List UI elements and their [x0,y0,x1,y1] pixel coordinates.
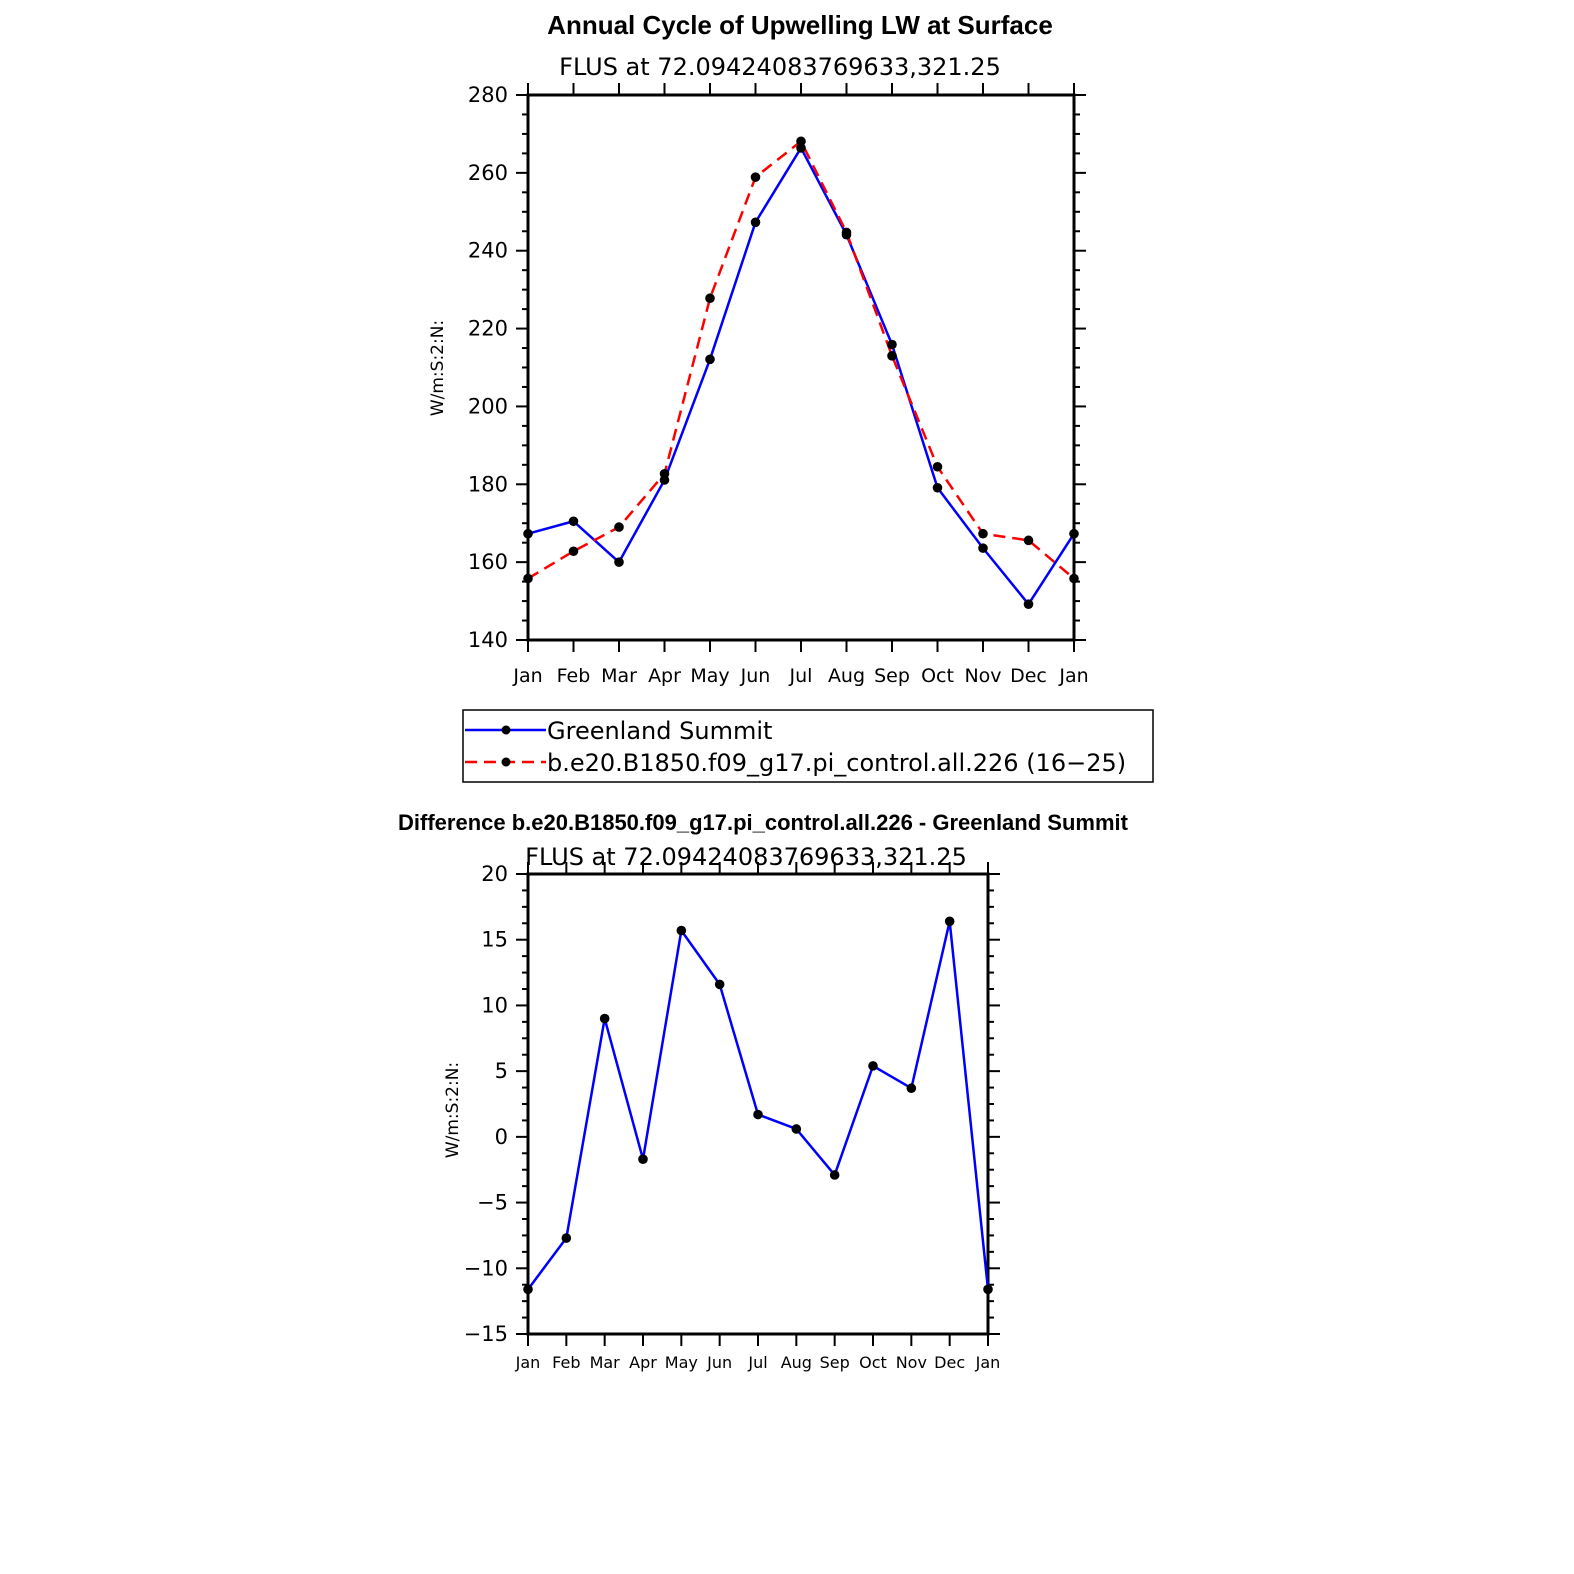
data-point [792,1124,802,1134]
data-point [751,217,761,227]
data-point [933,462,943,472]
data-point [1024,599,1034,609]
x-tick-label: Apr [629,1353,657,1372]
series-line-1 [528,141,1074,578]
x-tick-label: Apr [648,665,681,687]
x-tick-label: Feb [552,1353,581,1372]
series-layer [523,137,1079,609]
data-point [715,980,725,990]
x-tick-label: Sep [819,1353,850,1372]
x-tick-label: Jan [515,1353,541,1372]
legend-entry-model [465,749,1126,777]
y-tick-label: 260 [467,160,508,185]
data-point [978,543,988,553]
axes-frame [516,83,1086,652]
data-point [983,1285,993,1295]
data-point [614,522,624,532]
data-point [614,557,624,567]
x-tick-labels [515,1353,1001,1372]
legend-marker [502,758,511,767]
y-tick-label: 0 [494,1124,508,1149]
y-tick-labels [464,862,508,1346]
x-tick-label: Jan [975,1353,1001,1372]
y-axis-label: W/m:S:2:N: [443,1061,463,1159]
data-point [933,483,943,493]
data-point [523,529,533,539]
data-point [887,351,897,361]
data-point [600,1014,610,1024]
data-point [569,546,579,556]
x-tick-label: Jan [1059,665,1089,687]
data-point [1069,574,1079,584]
chart-title: Annual Cycle of Upwelling LW at Surface [547,10,1053,40]
data-point [562,1233,572,1243]
series-layer [523,917,993,1295]
y-tick-label: 10 [481,993,508,1018]
data-point [842,228,852,238]
series-line-0 [528,921,988,1289]
data-point [638,1154,648,1164]
data-point [677,926,687,936]
annual-cycle-panel [428,10,1153,782]
y-tick-label: 200 [467,394,508,419]
x-tick-label: Dec [934,1353,966,1372]
x-tick-label: Sep [874,665,910,687]
x-tick-label: Jan [513,665,543,687]
x-tick-label: Jun [740,665,771,687]
data-point [660,469,670,479]
y-tick-label: 15 [481,927,508,952]
data-point [868,1061,878,1071]
x-tick-label: Aug [827,665,866,687]
x-tick-label: Jul [789,665,813,687]
chart-title: Difference b.e20.B1850.f09_g17.pi_control.all.226 - Greenland Summit [398,810,1128,835]
data-point [1024,536,1034,546]
data-point [830,1170,840,1180]
x-tick-labels [512,665,1088,687]
y-tick-label: 140 [467,628,508,652]
data-point [705,355,715,365]
y-tick-label: 240 [467,238,508,263]
y-tick-label: 5 [494,1059,508,1084]
legend-label: Greenland Summit [547,717,773,745]
chart-subtitle: FLUS at 72.09424083769633,321.25 [525,843,967,871]
x-tick-label: Dec [1010,665,1047,687]
y-tick-label: −10 [463,1256,508,1281]
data-point [705,293,715,303]
data-point [978,529,988,539]
plot-frame [528,874,988,1334]
data-point [887,340,897,350]
series-line-0 [528,148,1074,604]
data-point [753,1110,763,1120]
y-tick-label: 20 [481,862,508,886]
x-tick-label: Oct [859,1353,887,1372]
data-point [945,917,955,927]
y-tick-label: −5 [477,1190,508,1215]
data-point [1069,529,1079,539]
x-tick-label: Jul [748,1353,768,1372]
legend-label: b.e20.B1850.f09_g17.pi_control.all.226 (16−25) [547,749,1127,777]
difference-panel [398,810,1129,1372]
chart-subtitle: FLUS at 72.09424083769633,321.25 [559,53,1001,81]
x-tick-label: Mar [601,665,637,687]
x-tick-label: Nov [895,1353,927,1372]
y-tick-label: −15 [463,1322,508,1346]
x-tick-label: Nov [964,665,1002,687]
y-tick-labels [468,83,508,652]
data-point [907,1083,917,1093]
legend [463,710,1153,782]
y-tick-label: 220 [467,316,508,341]
y-axis-label: W/m:S:2:N: [428,319,448,417]
legend-marker [502,726,511,735]
x-tick-label: Jun [707,1353,733,1372]
x-tick-label: May [690,665,730,687]
data-point [796,137,806,147]
y-tick-label: 160 [467,550,508,575]
x-tick-label: Feb [556,665,591,687]
data-point [751,172,761,182]
y-tick-label: 180 [467,472,508,497]
x-tick-label: Aug [780,1353,812,1372]
data-point [523,574,533,584]
y-tick-label: 280 [467,83,508,107]
x-tick-label: May [664,1353,698,1372]
x-tick-label: Oct [921,665,954,687]
data-point [523,1285,533,1295]
x-tick-label: Mar [589,1353,620,1372]
data-point [569,516,579,526]
